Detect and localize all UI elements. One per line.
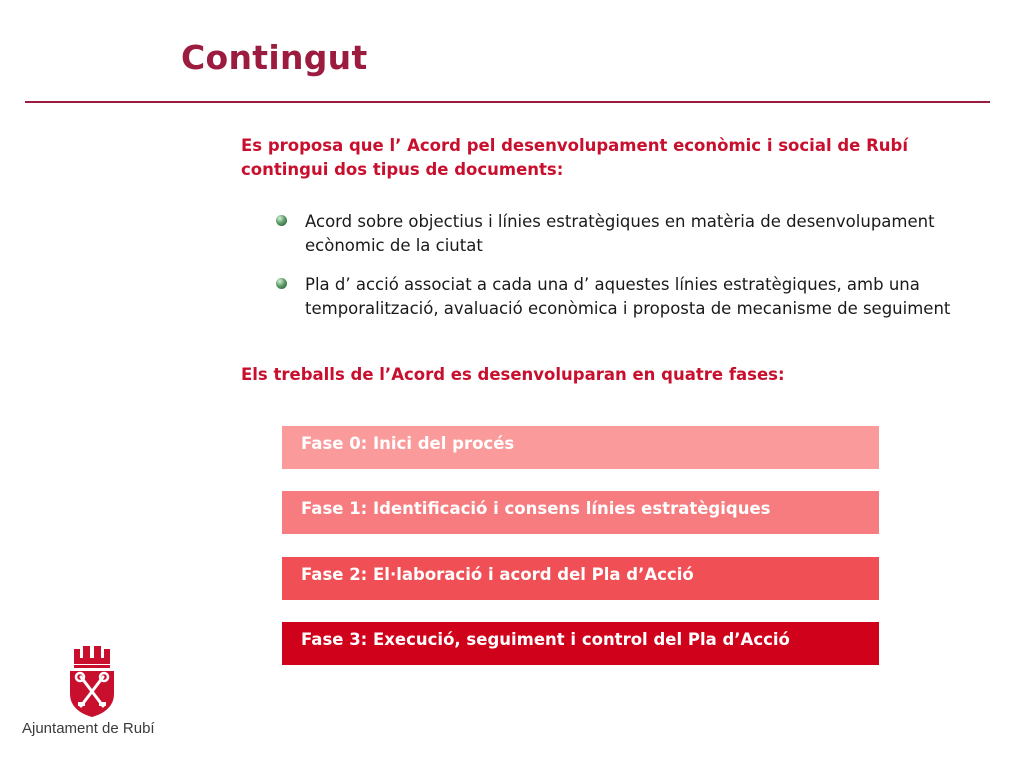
bullet-text: Pla d’ acció associat a cada una d’ aquestes línies estratègiques, amb una temporalització, avaluació econòmica i proposta de mecanisme de seguiment <box>305 275 951 318</box>
phase-1-box: Fase 1: Identificació i consens línies estratègiques <box>282 491 879 534</box>
list-item <box>276 273 996 321</box>
slide-title: Contingut <box>181 38 368 77</box>
phases-heading: Els treballs de l’Acord es desenvoluparan en quatre fases: <box>241 365 785 384</box>
document-types-list <box>276 210 996 336</box>
intro-text: Es proposa que l’ Acord pel desenvolupament econòmic i social de Rubí contingui dos tipus de documents: <box>241 136 909 179</box>
phase-0-box: Fase 0: Inici del procés <box>282 426 879 469</box>
bullet-icon <box>276 215 287 226</box>
coat-of-arms-icon <box>66 644 118 718</box>
list-item <box>276 210 996 258</box>
bullet-icon <box>276 278 287 289</box>
title-divider <box>25 101 990 103</box>
phase-3-box: Fase 3: Execució, seguiment i control del Pla d’Acció <box>282 622 879 665</box>
bullet-text: Acord sobre objectius i línies estratègiques en matèria de desenvolupament ecònomic de la ciutat <box>305 212 935 255</box>
phase-2-box: Fase 2: El·laboració i acord del Pla d’Acció <box>282 557 879 600</box>
organization-name: Ajuntament de Rubí <box>22 720 155 737</box>
